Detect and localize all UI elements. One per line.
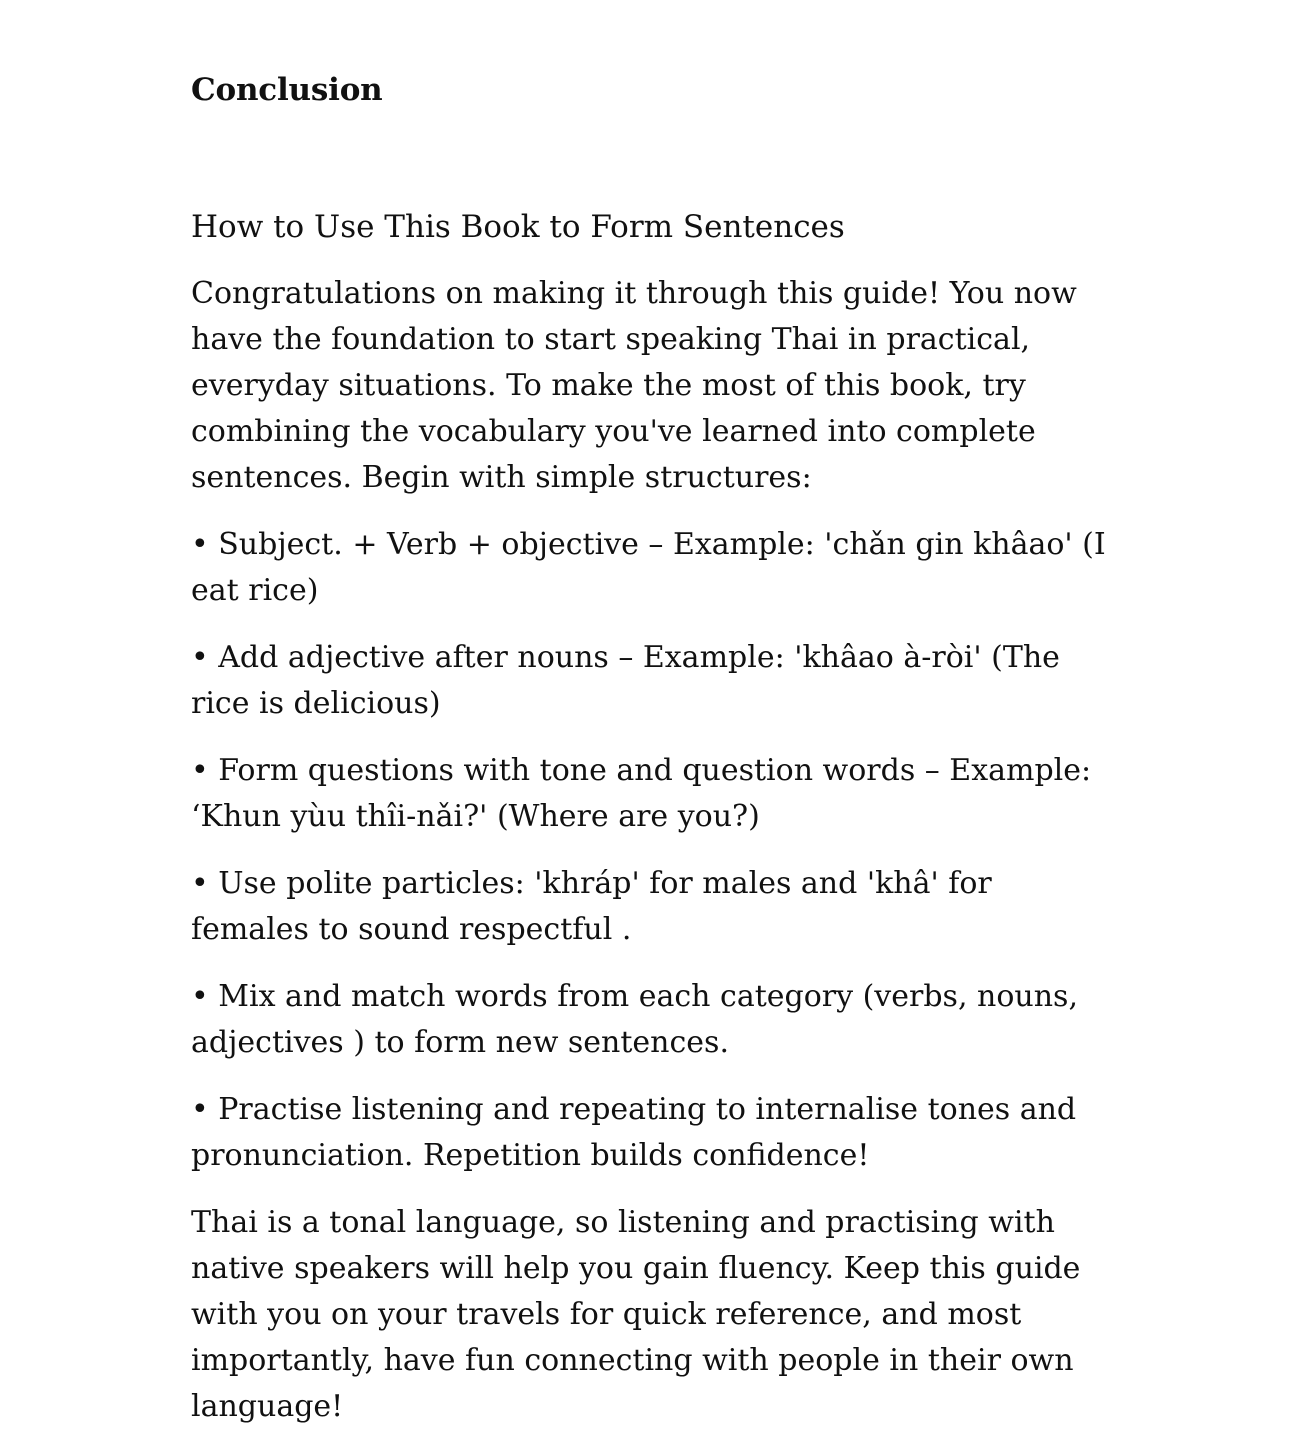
tip-item (191, 635, 1111, 727)
tip-text: Add adjective after nouns – Example: 'khâao à-ròi' (The rice is delicious) (191, 640, 1060, 721)
closing-paragraph: Thai is a tonal language, so listening and practising with native speakers will help you gain fluency. Keep this guide with you on your travels for quick reference, and most importantly, have fun connecting with people in their own language! (191, 1205, 1081, 1424)
tip-item (191, 522, 1111, 614)
section-title: How to Use This Book to Form Sentences (191, 209, 845, 245)
tips-list (191, 522, 1111, 1179)
tip-text: Practise listening and repeating to internalise tones and pronunciation. Repetition builds confidence! (191, 1092, 1077, 1173)
tip-item (191, 861, 1111, 953)
bullet-icon: • (191, 527, 209, 562)
tip-item (191, 974, 1111, 1066)
bullet-icon: • (191, 640, 209, 675)
intro-paragraph: Congratulations on making it through this guide! You now have the foundation to start speaking Thai in practical, everyday situations. To make the most of this book, try combining the vocabulary you've learned into complete sentences. Begin with simple structures: (191, 276, 1077, 495)
tip-text: Use polite particles: 'khráp' for males and 'khâ' for females to sound respectful . (191, 866, 992, 947)
tip-item (191, 748, 1111, 840)
bullet-icon: • (191, 1092, 209, 1127)
tip-text: Subject. + Verb + objective – Example: 'chǎn gin khâao' (I eat rice) (191, 527, 1106, 608)
tip-item (191, 1087, 1111, 1179)
tip-text: Mix and match words from each category (verbs, nouns, adjectives ) to form new sentences. (191, 979, 1078, 1060)
bullet-icon: • (191, 753, 209, 788)
bullet-icon: • (191, 979, 209, 1014)
tip-text: Form questions with tone and question words – Example: ‘Khun yùu thîi-nǎi?' (Where are you?) (191, 753, 1092, 834)
chapter-title: Conclusion (191, 72, 383, 108)
bullet-icon: • (191, 866, 209, 901)
document-page (191, 60, 1111, 1430)
